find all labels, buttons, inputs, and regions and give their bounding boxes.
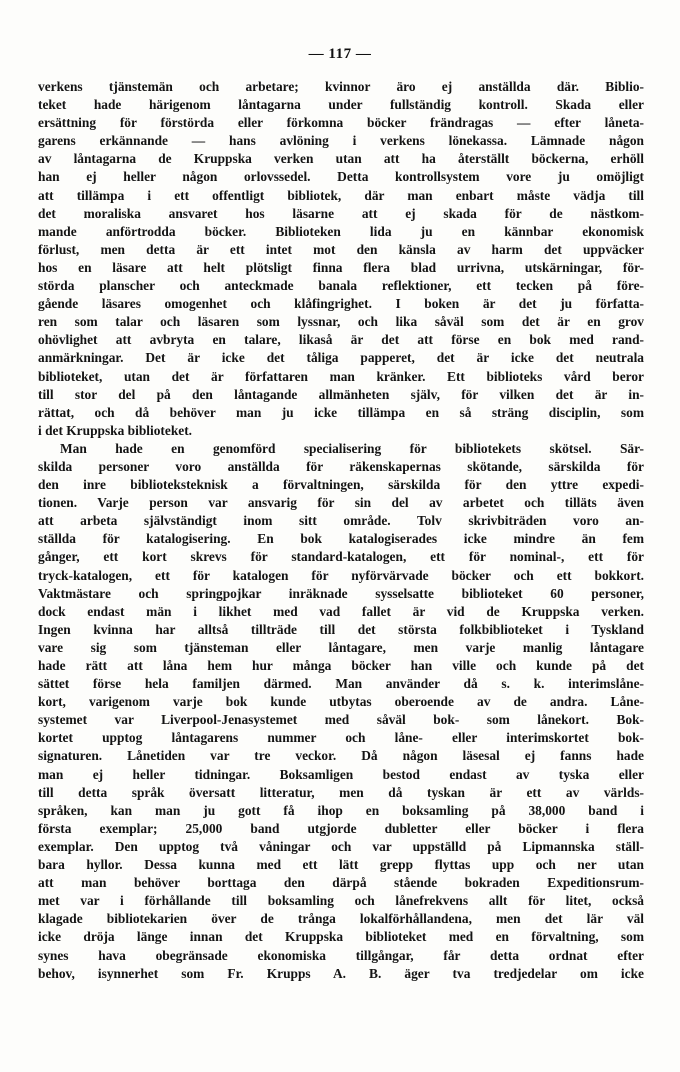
page-number: — 117 — xyxy=(308,46,372,62)
text-line: hos en läsare att helt plötsligt finna flera blad urrivna, utskärningar, för- xyxy=(38,259,644,275)
text-line: man ej heller tidningar. Boksamligen bestod endast av tyska eller xyxy=(38,766,644,782)
text-line: klagade bibliotekarien över de trånga lokalförhållandena, men det lär väl xyxy=(38,911,644,927)
text-line: den inre biblioteksteknisk a förvaltningen, särskilda för den yttre expedi- xyxy=(38,477,644,493)
text-line: att tillämpa i ett offentligt bibliotek, där man enbart måste vädja till xyxy=(38,187,644,203)
text-line: störda planscher och anteckmade banala reflektioner, ett tecken på före- xyxy=(38,278,644,294)
text-line: han ej heller någon orlovssedel. Detta kontrollsystem vore ju omöjligt xyxy=(38,169,644,185)
paragraph xyxy=(38,78,644,440)
text-line: första exemplar; 25,000 band utgjorde dubletter eller böcker i flera xyxy=(38,820,644,836)
text-line: att arbeta självständigt inom sitt område. Tolv skrivbiträden voro an- xyxy=(38,513,644,529)
text-line: Ingen kvinna har alltså tillträde till det största folkbiblioteket i Tyskland xyxy=(38,621,644,637)
text-line: tryck-katalogen, ett för katalogen för nyförvärvade böcker och ett bokkort. xyxy=(38,567,644,583)
text-line: sättet förse hela familjen därmed. Man använder då s. k. interimslåne- xyxy=(38,676,644,692)
text-line: anmärkningar. Det är icke det tåliga papperet, det är icke det neutrala xyxy=(38,350,644,366)
text-line: behov, isynnerhet som Fr. Krupps A. B. äger tva tredjedelar om icke xyxy=(38,965,644,981)
text-line: met var i förhållande till boksamling och lånefrekvens allt för litet, också xyxy=(38,893,644,909)
text-line: av låntagarna de Kruppska verken utan att ha återställt böckerna, erhöll xyxy=(38,151,644,167)
text-line: kort, varigenom varje bok kunde utbytas oberoende av de andra. Låne- xyxy=(38,694,644,710)
text-line: systemet var Liverpool-Jenasystemet med såväl bok- som lånekort. Bok- xyxy=(38,712,644,728)
text-line: tionen. Varje person var ansvarig för sin del av arbetet och tilläts även xyxy=(38,495,644,511)
text-line: språken, kan man ju gott få ihop en boksamling på 38,000 band i xyxy=(38,802,644,818)
text-line: vare sig som tjänsteman eller låntagare, men varje manlig låntagare xyxy=(38,639,644,655)
text-line: att man behöver borttaga den därpå stående bokraden Expeditionsrum- xyxy=(38,875,644,891)
text-line: mande anförtrodda böcker. Biblioteken lida ju en kännbar ekonomisk xyxy=(38,223,644,239)
text-line: ersättning för förstörda eller förkomna böcker frändragas — efter låneta- xyxy=(38,115,644,131)
text-line: bara hyllor. Dessa kunna med ett lätt grepp flyttas upp och ner utan xyxy=(38,857,644,873)
text-line: teket hade härigenom låntagarna under fullständig kontroll. Skada eller xyxy=(38,97,644,113)
text-line: synes hava obegränsade ekonomiska tillgångar, får detta ordnat efter xyxy=(38,947,644,963)
text-line: signaturen. Lånetiden var tre veckor. Då någon läsesal ej fanns hade xyxy=(38,748,644,764)
text-line: Vaktmästare och springpojkar inräknade sysselsatte biblioteket 60 personer, xyxy=(38,585,644,601)
text-line: gående läsares omogenhet och klåfingrighet. I boken är det ju författa- xyxy=(38,296,644,312)
text-line: dock endast män i likhet med vad fallet är vid de Kruppska verken. xyxy=(38,603,644,619)
text-line: Man hade en genomförd specialisering för bibliotekets skötsel. Sär- xyxy=(60,440,644,456)
text-line: exemplar. Den upptog två våningar och var uppställd på Lipmannska ställ- xyxy=(38,838,644,854)
text-line: gånger, ett kort skrevs för standard-katalogen, ett för nominal-, ett för xyxy=(38,549,644,565)
text-line: kortet upptog låntagarens nummer och låne- eller interimskortet bok- xyxy=(38,730,644,746)
text-line: skilda personer voro anställda för räkenskapernas skötande, särskilda för xyxy=(38,458,644,474)
body-text xyxy=(38,78,644,983)
text-line: biblioteket, utan det är författaren man kränker. Ett biblioteks vård beror xyxy=(38,368,644,384)
text-line: verkens tjänstemän och arbetare; kvinnor äro ej anställda där. Biblio- xyxy=(38,79,644,94)
text-line: rättat, och då behöver man ju icke tillämpa en så sträng disciplin, som xyxy=(38,404,644,420)
paragraph xyxy=(38,440,644,983)
text-line: ren som talar och läsaren som lyssnar, och lika såväl som det är en grov xyxy=(38,314,644,330)
text-line: till stor del på den låntagande allmänheten själv, för vilken det är in- xyxy=(38,386,644,402)
text-line: icke dröja länge innan det Kruppska biblioteket med en förvaltning, som xyxy=(38,929,644,945)
text-line: ställda för katalogisering. En bok katalogiserades icke mindre än fem xyxy=(38,531,644,547)
text-line: i det Kruppska biblioteket. xyxy=(38,422,193,438)
text-line: ohövlighet att avbryta en talare, likaså är det att förse en bok med rand- xyxy=(38,332,644,348)
text-line: det moraliska ansvaret hos läsarne att ej skada för de nästkom- xyxy=(38,205,644,221)
text-line: hade rätt att låna hem hur många böcker han ville och kunde på det xyxy=(38,658,644,673)
text-line: garens erkännande — hans avlöning i verkens lönekassa. Lämnade någon xyxy=(38,133,644,149)
text-line: till detta språk översatt litteratur, men då tyskan är ett av världs- xyxy=(38,784,644,800)
text-line: förlust, men detta är ett intet mot den känsla av harm det uppväcker xyxy=(38,241,644,257)
